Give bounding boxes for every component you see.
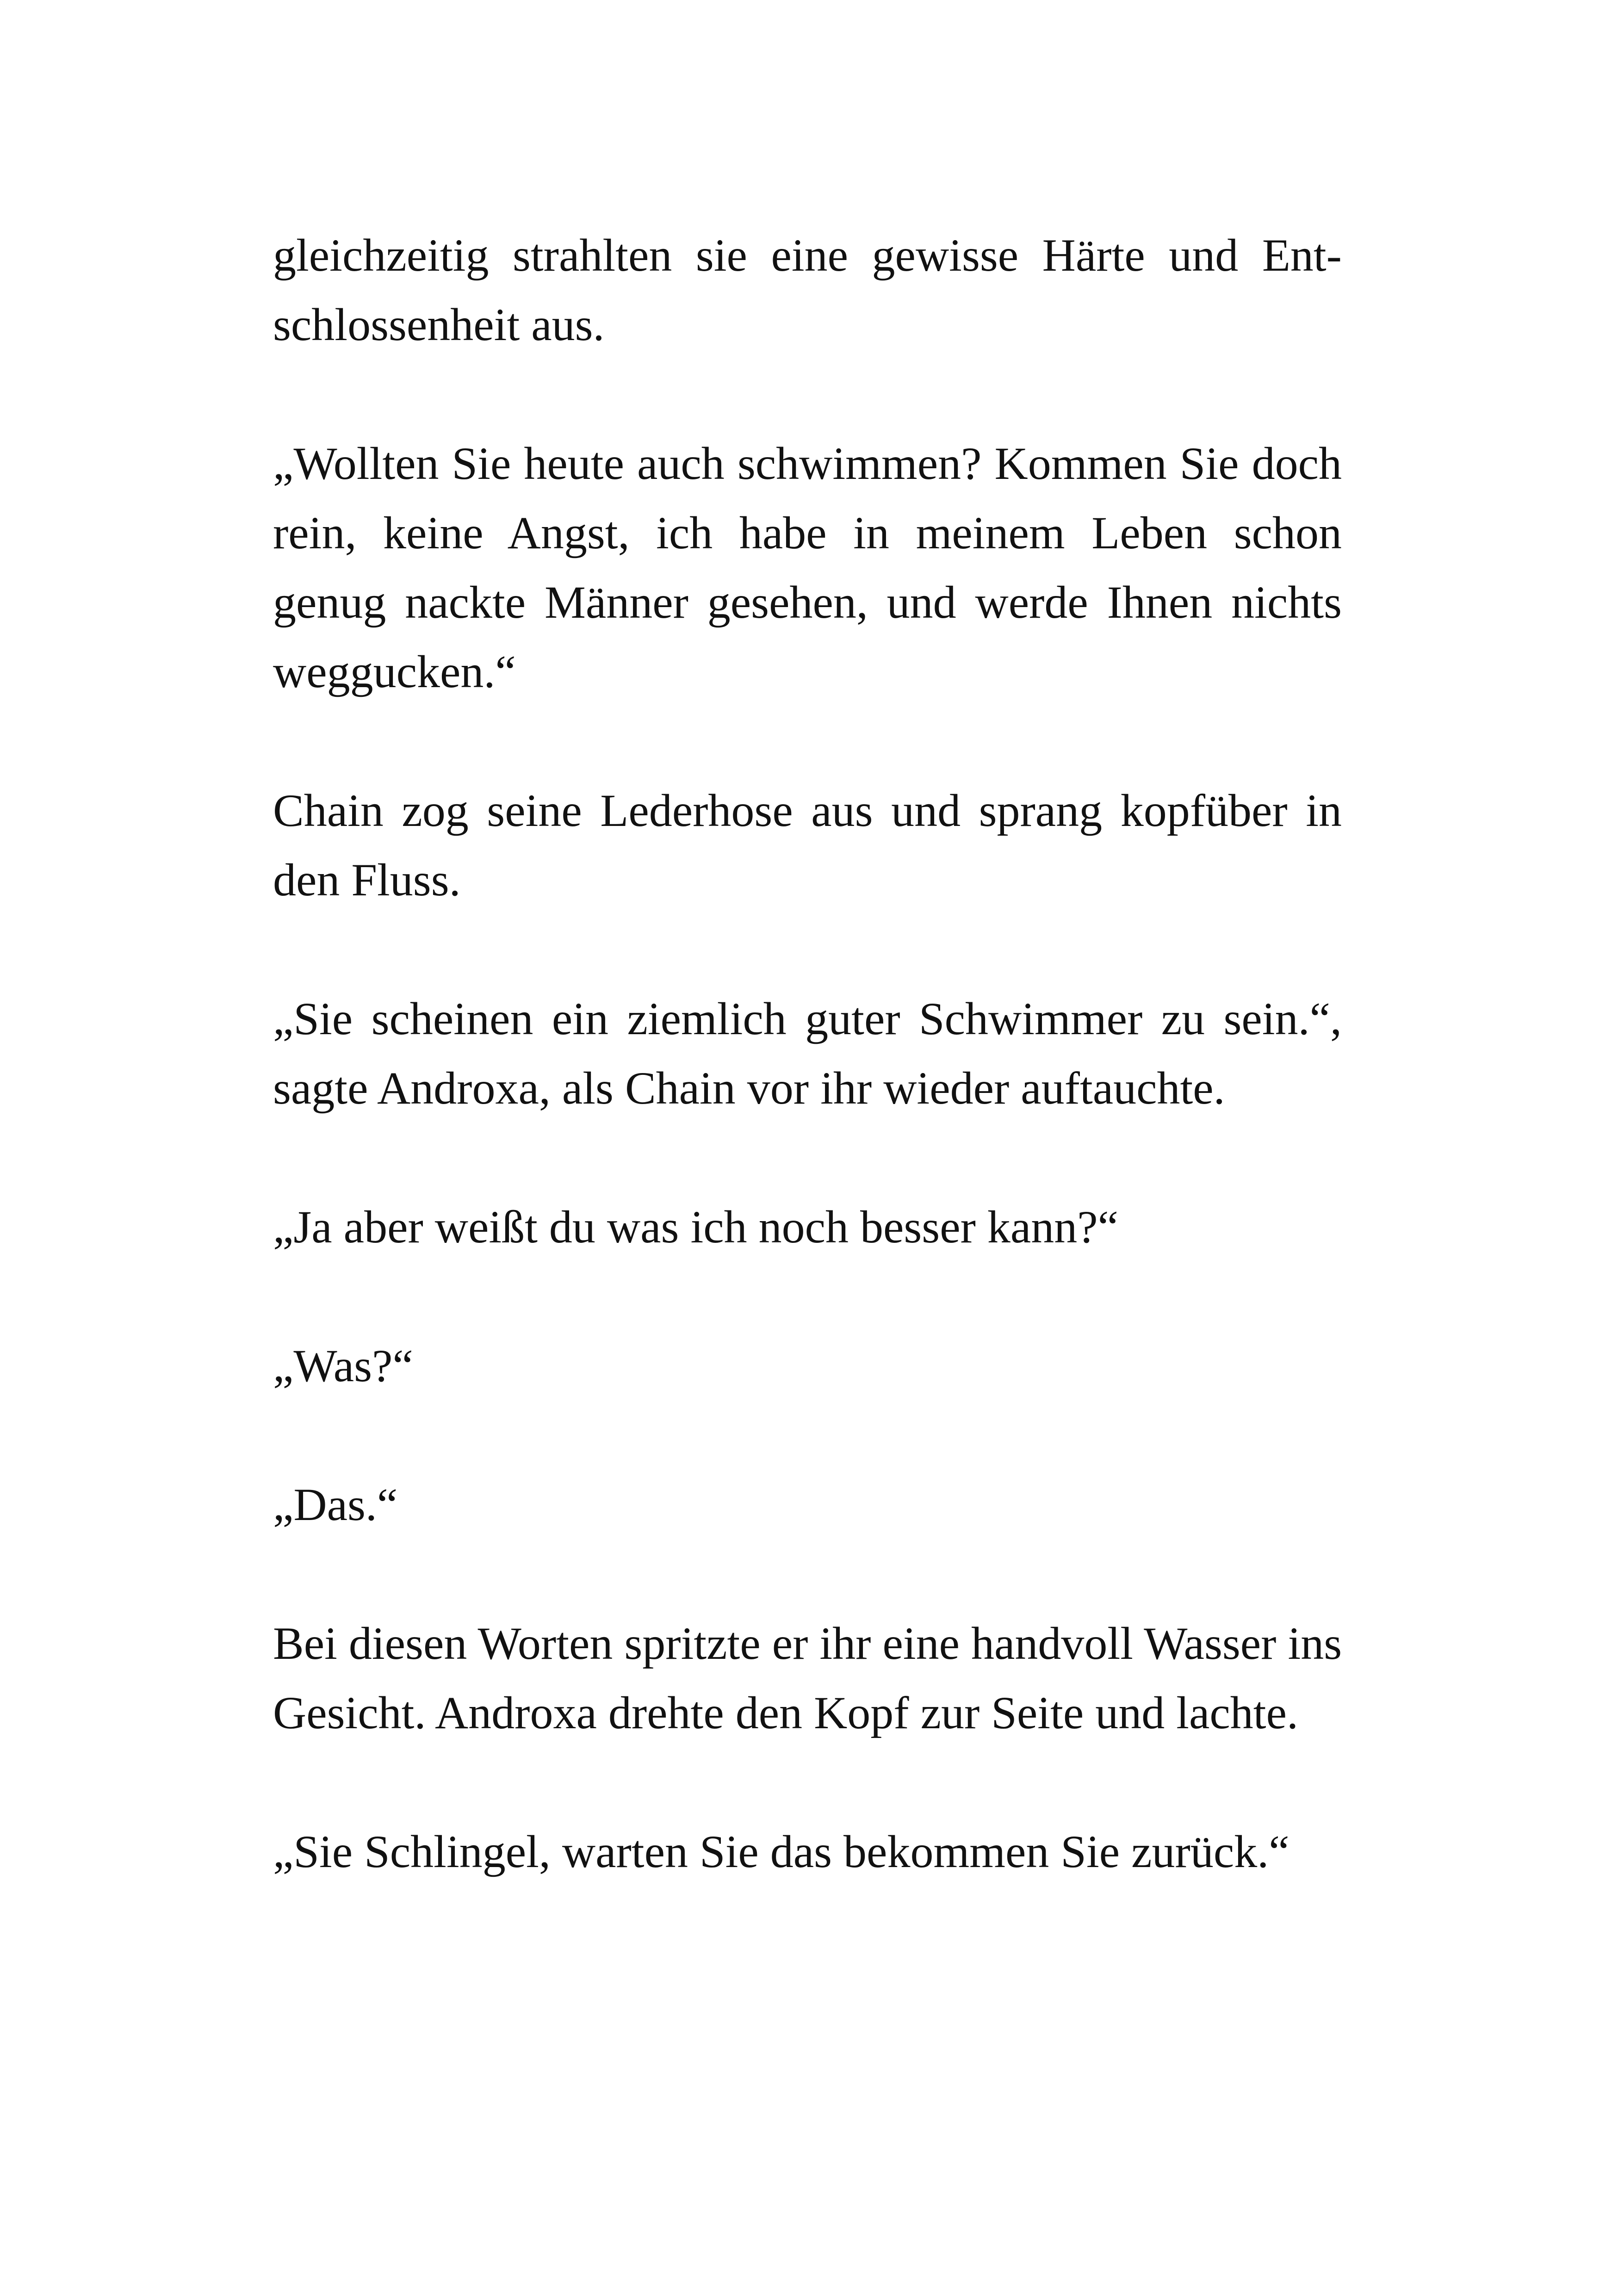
text-line: rein, keine Angst, ich habe in meinem Leben schon [273,507,1342,558]
text-line: „Was?“ [273,1340,413,1391]
text-line: „Ja aber weißt du was ich noch besser kann?“ [273,1201,1119,1253]
text-line: weggucken.“ [273,646,516,697]
text-line: Chain zog seine Lederhose aus und sprang kopfüber in [273,785,1342,836]
text-line: „Das.“ [273,1479,398,1530]
text-line: „Sie scheinen ein ziemlich guter Schwimmer zu sein.“, [273,993,1342,1044]
text-line: sagte Androxa, als Chain vor ihr wieder auftauchte. [273,1062,1225,1114]
text-line: „Sie Schlingel, warten Sie das bekommen Sie zurück.“ [273,1826,1289,1877]
text-line: Gesicht. Androxa drehte den Kopf zur Seite und lachte. [273,1687,1298,1738]
text-line: gleichzeitig strahlten sie eine gewisse Härte und Ent- [273,230,1342,281]
text-line: Bei diesen Worten spritzte er ihr eine handvoll Wasser ins [273,1618,1342,1669]
text-line: schlossenheit aus. [273,299,605,350]
text-line: genug nackte Männer gesehen, und werde Ihnen nichts [273,577,1342,628]
text-line: „Wollten Sie heute auch schwimmen? Kommen Sie doch [273,438,1342,489]
text-line: den Fluss. [273,854,461,906]
